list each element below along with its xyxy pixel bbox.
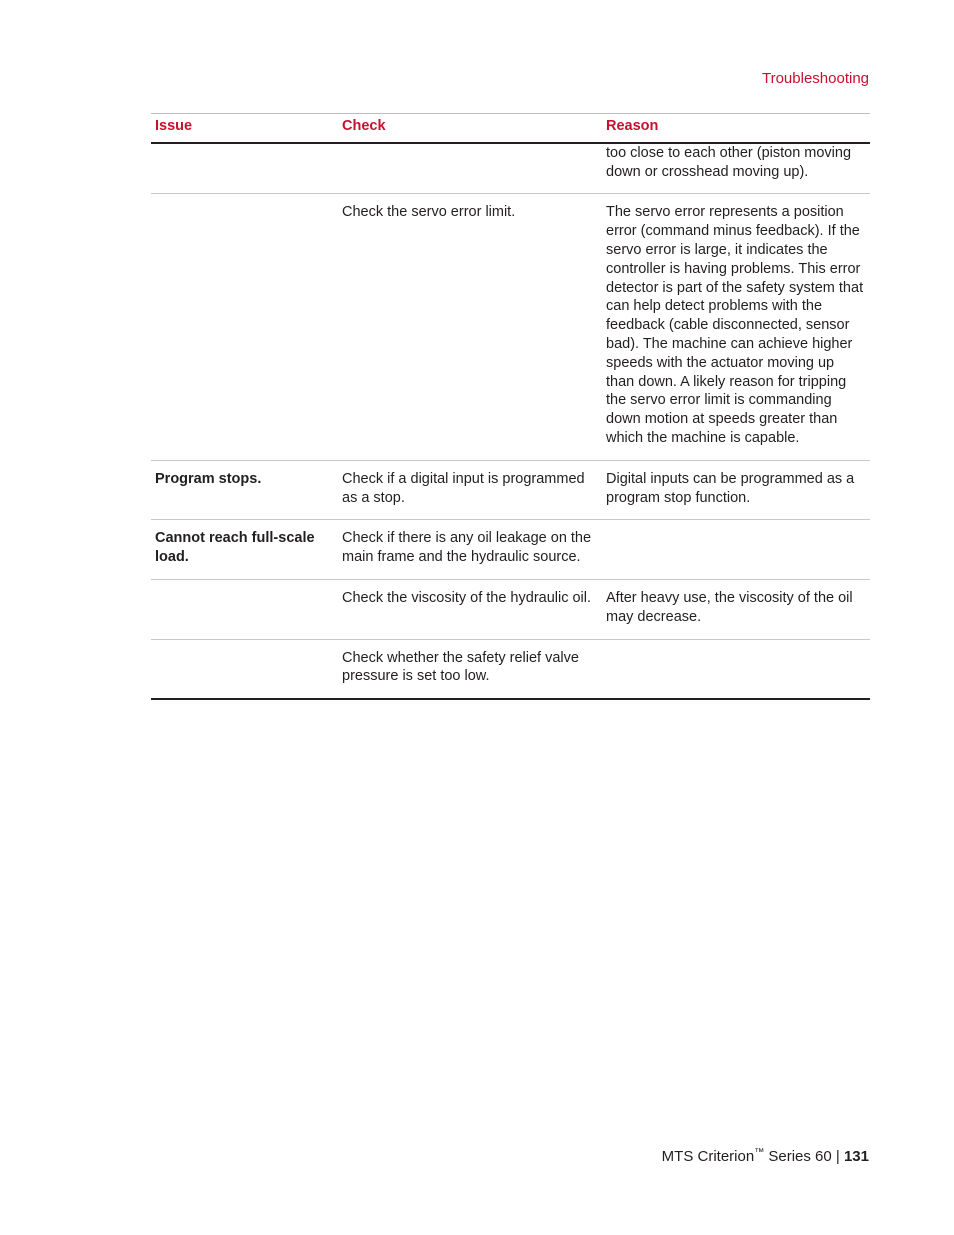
column-header-check: Check — [338, 114, 602, 143]
product-name: MTS Criterion — [661, 1148, 755, 1165]
check-cell: Check if there is any oil leakage on the main frame and the hydraulic source. — [338, 520, 602, 580]
table-row — [151, 520, 870, 580]
page-number: 131 — [843, 1148, 869, 1165]
troubleshooting-table — [151, 113, 870, 700]
issue-cell — [151, 143, 338, 194]
issue-cell — [151, 639, 338, 699]
column-header-issue: Issue — [151, 114, 338, 143]
reason-cell — [602, 639, 870, 699]
check-cell: Check if a digital input is programmed as a stop. — [338, 460, 602, 520]
page-footer — [662, 1148, 869, 1165]
reason-cell: too close to each other (piston moving down or crosshead moving up). — [602, 143, 870, 194]
reason-cell — [602, 520, 870, 580]
column-header-reason: Reason — [602, 114, 870, 143]
trademark-symbol: ™ — [754, 1147, 765, 1158]
issue-cell: Cannot reach full-scale load. — [151, 520, 338, 580]
reason-cell: The servo error represents a position error (command minus feedback). If the servo error is large, it indicates the controller is having problems. This error detector is part of the safety system that can help detect problems with the feedback (cable disconnected, sensor bad). The machine can achieve higher speeds with the actuator moving up than down. A likely reason for tripping the servo error limit is commanding down motion at speeds greater than which the machine is capable. — [602, 194, 870, 460]
issue-cell: Program stops. — [151, 460, 338, 520]
issue-cell — [151, 579, 338, 639]
reason-cell: Digital inputs can be programmed as a program stop function. — [602, 460, 870, 520]
issue-cell — [151, 194, 338, 460]
table-row — [151, 460, 870, 520]
reason-cell: After heavy use, the viscosity of the oil may decrease. — [602, 579, 870, 639]
table-row — [151, 579, 870, 639]
check-cell: Check the servo error limit. — [338, 194, 602, 460]
check-cell — [338, 143, 602, 194]
check-cell: Check the viscosity of the hydraulic oil. — [338, 579, 602, 639]
table-row — [151, 194, 870, 460]
table-row — [151, 143, 870, 194]
series-label: Series 60 | — [764, 1148, 844, 1165]
table-header-row — [151, 114, 870, 143]
running-header: Troubleshooting — [761, 70, 869, 87]
check-cell: Check whether the safety relief valve pressure is set too low. — [338, 639, 602, 699]
table-row — [151, 639, 870, 699]
